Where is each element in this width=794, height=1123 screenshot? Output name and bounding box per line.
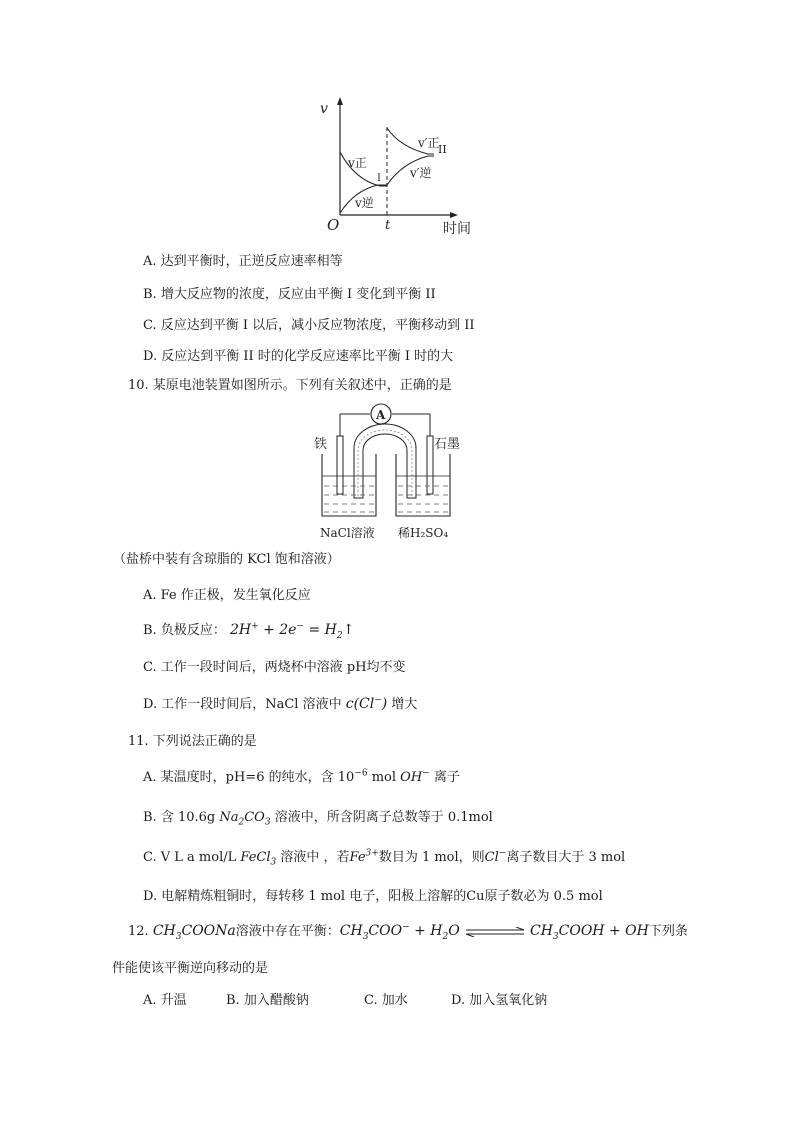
- q9-option-c: C. 反应达到平衡 I 以后，减小反应物浓度，平衡移动到 II: [143, 318, 475, 333]
- q11-stem: 11. 下列说法正确的是: [128, 734, 257, 749]
- salt-bridge: [354, 424, 416, 498]
- q9-option-a: A. 达到平衡时，正逆反应速率相等: [143, 254, 343, 269]
- q9-option-b: B. 增大反应物的浓度，反应由平衡 I 变化到平衡 II: [143, 287, 436, 302]
- q12-option-a: A. 升温: [143, 993, 187, 1008]
- v-forward-label: v正: [348, 156, 367, 170]
- equilibrium-arrow: [464, 927, 526, 937]
- na2co3-formula: $Na_2CO_3$: [219, 810, 271, 828]
- q11-a-amount: $10^{-6}$ mol OH−: [337, 768, 430, 785]
- q11-option-a-suffix: 离子: [433, 770, 460, 785]
- q10-option-c: C. 工作一段时间后，两烧杯中溶液 pH均不变: [143, 660, 406, 675]
- equilibrium-left: $CH_3COO^- + H_2O$: [339, 922, 460, 942]
- q11-option-c-mid2: 数目为 1 mol，则: [378, 850, 485, 865]
- galvanic-cell-diagram: [310, 398, 470, 543]
- marker-i: I: [377, 173, 381, 184]
- q12-text1: 溶液中存在平衡：: [235, 924, 340, 939]
- q11-option-d: D. 电解精炼粗铜时，每转移 1 mol 电子，阳极上溶解的Cu原子数必为 0.5 mol: [143, 889, 603, 904]
- chloride-concentration: c(Cl−): [345, 695, 388, 712]
- cl-ion: Cl−: [484, 848, 507, 865]
- q10-stem: 10. 某原电池装置如图所示。下列有关叙述中，正确的是: [128, 378, 452, 393]
- q11-option-b: [143, 806, 493, 828]
- q12-option-d: D. 加入氢氧化钠: [451, 993, 548, 1008]
- t-label: t: [385, 218, 391, 233]
- origin-label: O: [327, 216, 340, 234]
- fecl3-formula: FeCl$_3$: [240, 850, 277, 868]
- q10-option-d-suffix: 增大: [391, 697, 418, 712]
- q12-text2: 下列条: [648, 924, 688, 939]
- v-axis-arrow: [337, 97, 343, 105]
- left-liquid-hatch: [324, 486, 374, 512]
- q12-stem-line2: 件能使该平衡逆向移动的是: [112, 961, 269, 976]
- iron-electrode: [337, 436, 343, 494]
- nacl-solution-label: NaCl溶液: [320, 526, 375, 540]
- rate-time-graph: [300, 95, 490, 240]
- equilibrium-right: $CH_3COOH$ + OH: [529, 923, 649, 942]
- q10-option-b-prefix: B. 负极反应：: [143, 623, 226, 638]
- v-reverse-prime-label: v′逆: [410, 166, 432, 180]
- right-beaker: [396, 454, 450, 516]
- v-axis-label: v: [320, 101, 328, 117]
- left-beaker: [322, 454, 376, 516]
- q12-option-b: B. 加入醋酸钠: [226, 993, 309, 1008]
- v-reverse-label: v逆: [355, 196, 374, 210]
- q11-option-b-prefix: B. 含 10.6g: [143, 810, 216, 825]
- q11-option-b-suffix: 溶液中，所含阴离子总数等于 0.1mol: [274, 810, 493, 825]
- right-liquid-hatch: [398, 486, 448, 512]
- q12-stem-line1: [128, 920, 688, 942]
- q10-option-d-prefix: D. 工作一段时间后，NaCl 溶液中: [143, 697, 342, 712]
- negative-electrode-equation: $2H^+ + 2e^- = H_2↑$: [229, 621, 355, 641]
- h2so4-label: 稀H₂SO₄: [398, 526, 449, 540]
- fe3-ion: $Fe^{3+}$: [349, 848, 379, 865]
- q11-option-a-prefix: A. 某温度时，pH=6 的纯水，含: [143, 770, 334, 785]
- marker-ii: II: [438, 143, 447, 156]
- ammeter-label: A: [376, 408, 386, 422]
- q9-option-d: D. 反应达到平衡 II 时的化学反应速率比平衡 I 时的大: [143, 349, 454, 364]
- q10-option-d: [143, 693, 417, 712]
- q10-option-b: [143, 619, 354, 641]
- q12-number: 12.: [128, 924, 149, 939]
- q11-option-c-mid: 溶液中 ，若: [280, 850, 350, 865]
- salt-bridge-note: （盐桥中装有含琼脂的 KCl 饱和溶液）: [113, 552, 340, 567]
- graphite-label: 石墨: [434, 437, 461, 452]
- time-axis-label: 时间: [443, 221, 471, 237]
- iron-label: 铁: [314, 437, 328, 452]
- v-forward-prime-label: v′正: [418, 136, 440, 150]
- graphite-electrode: [427, 436, 433, 494]
- q11-option-c-prefix: C. V L a mol/L: [143, 850, 237, 865]
- time-axis-arrow: [450, 212, 458, 218]
- q11-option-c: [143, 846, 625, 868]
- ch3coona-formula: $CH_3COONa$: [152, 923, 236, 942]
- q10-option-a: A. Fe 作正极，发生氧化反应: [143, 588, 311, 603]
- q12-option-c: C. 加水: [364, 993, 408, 1008]
- q11-option-a: [143, 766, 460, 785]
- q11-option-c-suffix: 离子数目大于 3 mol: [506, 850, 626, 865]
